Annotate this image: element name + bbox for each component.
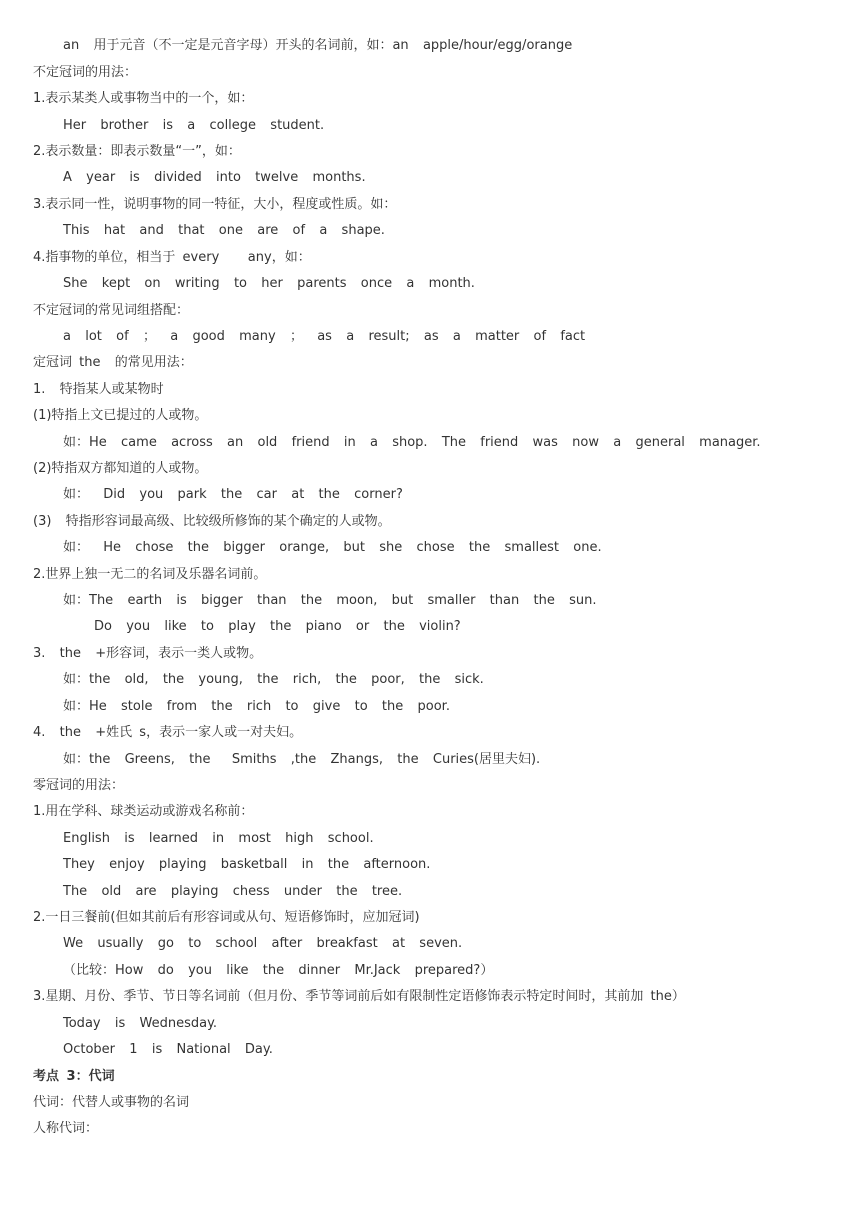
example-sentence: （比较：How do you like the dinner Mr.Jack prepared?） <box>63 963 494 978</box>
example-sentence: We usually go to school after breakfast at seven. <box>63 936 463 951</box>
example-sentence: English is learned in most high school. <box>63 831 374 846</box>
section-heading: 不定冠词的用法： <box>33 65 138 80</box>
example-sentence: Do you like to play the piano or the violin? <box>94 619 461 634</box>
rule-item: 3.星期、月份、季节、节日等名词前（但月份、季节等词前后如有限制性定语修饰表示特定时间时，其前加 the） <box>33 989 685 1004</box>
rule-item: 3.表示同一性，说明事物的同一特征，大小，程度或性质。如： <box>33 197 397 212</box>
example-sentence: Today is Wednesday. <box>63 1016 218 1031</box>
example-sentence: 如： Did you park the car at the corner? <box>63 487 403 502</box>
example-sentence: 如： He chose the bigger orange, but she chose the smallest one. <box>63 540 602 555</box>
rule-item: 1.用在学科、球类运动或游戏名称前： <box>33 804 254 819</box>
rule-subitem: (3) 特指形容词最高级、比较级所修饰的某个确定的人或物。 <box>33 514 391 529</box>
rule-item: 4. the +姓氏 s，表示一家人或一对夫妇。 <box>33 725 303 740</box>
rule-item: 1.表示某类人或事物当中的一个，如： <box>33 91 254 106</box>
example-sentence: October 1 is National Day. <box>63 1042 273 1057</box>
example-sentence: The old are playing chess under the tree. <box>63 884 403 899</box>
section-heading: 人称代词： <box>33 1121 99 1136</box>
rule-item: 4.指事物的单位，相当于 every any，如： <box>33 250 311 265</box>
example-sentence: 如：the old, the young, the rich, the poor, the sick. <box>63 672 484 687</box>
rule-item: 3. the +形容词，表示一类人或物。 <box>33 646 263 661</box>
example-sentence: 如：the Greens, the Smiths ,the Zhangs, the Curies(居里夫妇). <box>63 752 541 767</box>
section-heading: 不定冠词的常见词组搭配： <box>33 303 190 318</box>
example-sentence: 如：The earth is bigger than the moon, but smaller than the sun. <box>63 593 597 608</box>
section-heading: 零冠词的用法： <box>33 778 125 793</box>
example-sentence: a lot of ； a good many ； as a result; as a matter of fact <box>63 329 586 344</box>
text-line: an 用于元音（不一定是元音字母）开头的名词前，如：an apple/hour/egg/orange <box>63 38 573 53</box>
rule-subitem: (1)特指上文已提过的人或物。 <box>33 408 208 423</box>
example-sentence: She kept on writing to her parents once a month. <box>63 276 475 291</box>
definition-line: 代词：代替人或事物的名词 <box>33 1095 190 1110</box>
example-sentence: Her brother is a college student. <box>63 118 325 133</box>
example-sentence: A year is divided into twelve months. <box>63 170 366 185</box>
rule-item: 1. 特指某人或某物时 <box>33 382 164 397</box>
topic-heading: 考点 3：代词 <box>33 1069 115 1084</box>
section-heading: 定冠词 the 的常见用法： <box>33 355 193 370</box>
rule-item: 2.世界上独一无二的名词及乐器名词前。 <box>33 567 267 582</box>
rule-subitem: (2)特指双方都知道的人或物。 <box>33 461 208 476</box>
example-sentence: This hat and that one are of a shape. <box>63 223 385 238</box>
example-sentence: 如：He came across an old friend in a shop. The friend was now a general manager. <box>63 435 761 450</box>
example-sentence: They enjoy playing basketball in the afternoon. <box>63 857 431 872</box>
example-sentence: 如：He stole from the rich to give to the poor. <box>63 699 450 714</box>
rule-item: 2.表示数量：即表示数量“一”，如： <box>33 144 241 159</box>
rule-item: 2.一日三餐前(但如其前后有形容词或从句、短语修饰时，应加冠词) <box>33 910 420 925</box>
